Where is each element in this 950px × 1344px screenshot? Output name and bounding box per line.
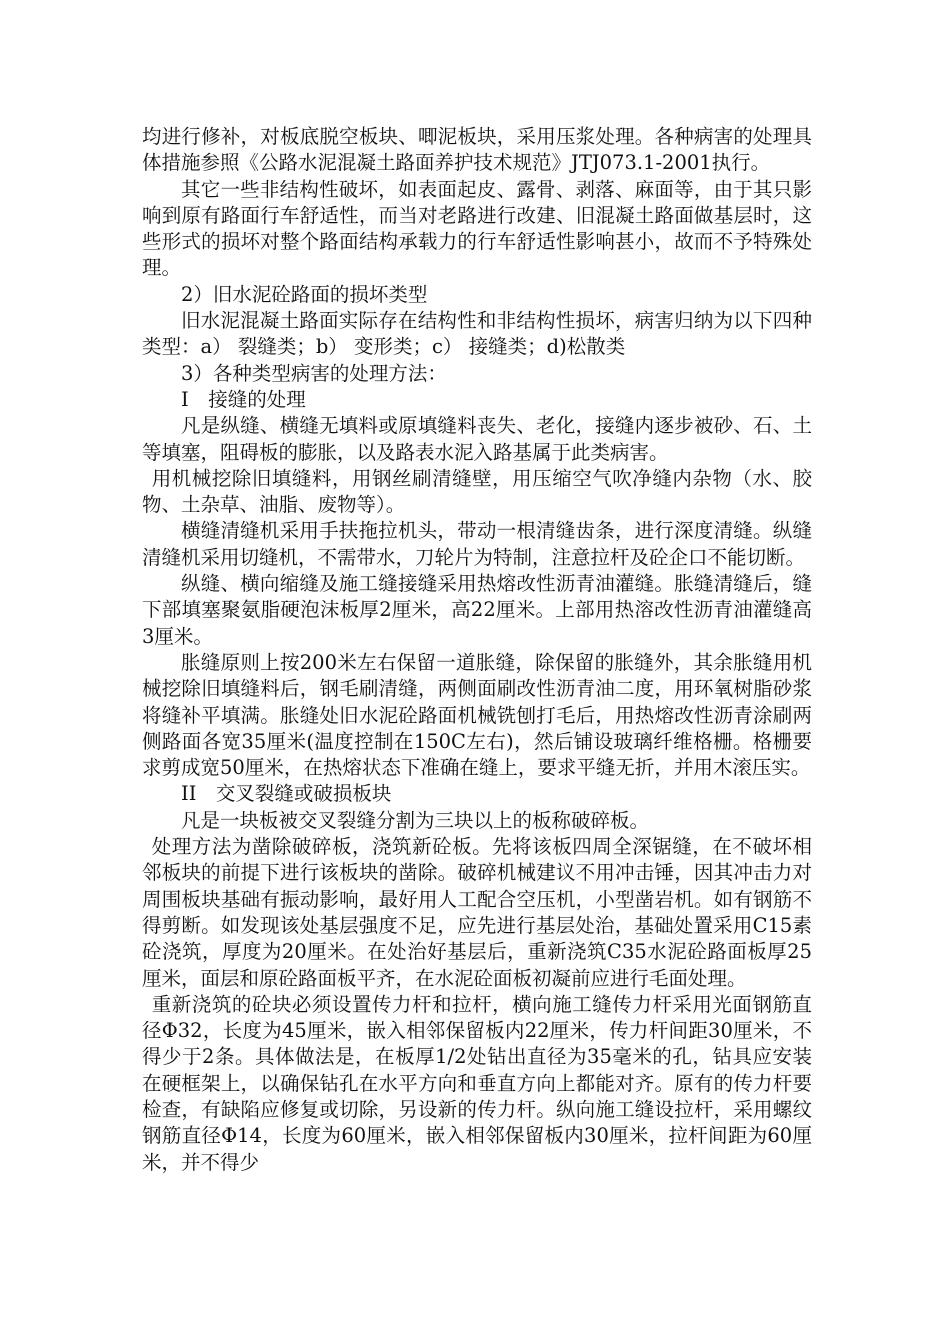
section-heading-3: 3）各种类型病害的处理方法：: [181, 361, 447, 385]
paragraph-13: 凡是一块板被交叉裂缝分割为三块以上的板称破碎板。: [181, 808, 650, 832]
paragraph-2: 其它一些非结构性破坏，如表面起皮、露骨、剥落、麻面等，由于其只影响到原有路面行车舒适性，而当对老路进行改建、旧混凝土路面做基层时，这些形式的损坏对整个路面结构承载力的行车舒适性影响甚小，故而不予特殊处理。: [142, 177, 812, 280]
section-heading-2: 2）旧水泥砼路面的损坏类型: [181, 282, 428, 306]
document-body: [142, 124, 812, 1176]
paragraph-9: 横缝清缝机采用手扶拖拉机头，带动一根清缝齿条，进行深度清缝。纵缝清缝机采用切缝机，不需带水，刀轮片为特制，注意拉杆及砼企口不能切断。: [142, 519, 812, 569]
subsection-heading-2: II 交叉裂缝或破损板块: [181, 782, 392, 806]
paragraph-1: 均进行修补，对板底脱空板块、唧泥板块，采用压浆处理。各种病害的处理具体措施参照《公路水泥混凝土路面养护技术规范》JTJ073.1-2001执行。: [142, 125, 812, 175]
paragraph-4: 旧水泥混凝土路面实际存在结构性和非结构性损坏，病害归纳为以下四种类型：a） 裂缝类；b） 变形类；c） 接缝类；d)松散类: [142, 309, 812, 359]
paragraph-10: 纵缝、横向缩缝及施工缝接缝采用热熔改性沥青油灌缝。胀缝清缝后，缝下部填塞聚氨脂硬泡沫板厚2厘米，高22厘米。上部用热溶改性沥青油灌缝高3厘米。: [142, 572, 812, 648]
paragraph-15: 重新浇筑的砼块必须设置传力杆和拉杆，横向施工缝传力杆采用光面钢筋直径Φ32，长度为45厘米，嵌入相邻保留板内22厘米，传力杆间距30厘米，不得少于2条。具体做法是，在板厚1/2处钻出直径为35毫米的孔，钻具应安装在硬框架上，以确保钻孔在水平方向和垂直方向上都能对齐。原有的传力杆要检查，有缺陷应修复或切除，另设新的传力杆。纵向施工缝设拉杆，采用螺纹钢筋直径Φ14，长度为60厘米，嵌入相邻保留板内30厘米，拉杆间距为60厘米，并不得少: [142, 992, 812, 1174]
paragraph-14: 处理方法为凿除破碎板，浇筑新砼板。先将该板四周全深锯缝，在不破坏相邻板块的前提下进行该板块的凿除。破碎机械建议不用冲击锤，因其冲击力对周围板块基础有振动影响，最好用人工配合空压机，小型凿岩机。如有钢筋不得剪断。如发现该处基层强度不足，应先进行基层处治，基础处置采用C15素砼浇筑，厚度为20厘米。在处治好基层后，重新浇筑C35水泥砼路面板厚25厘米，面层和原砼路面板平齐，在水泥砼面板初凝前应进行毛面处理。: [142, 835, 812, 990]
paragraph-7: 凡是纵缝、横缝无填料或原填缝料丧失、老化，接缝内逐步被砂、石、土等填塞，阻碍板的膨胀，以及路表水泥入路基属于此类病害。: [142, 414, 812, 464]
paragraph-8: 用机械挖除旧填缝料，用钢丝刷清缝壁，用压缩空气吹净缝内杂物（水、胶物、土杂草、油脂、废物等）。: [142, 466, 812, 517]
subsection-heading-1: I 接缝的处理: [181, 387, 306, 411]
paragraph-11: 胀缝原则上按200米左右保留一道胀缝，除保留的胀缝外，其余胀缝用机械挖除旧填缝料后，钢毛刷清缝，两侧面刷改性沥青油二度，用环氧树脂砂浆将缝补平填满。胀缝处旧水泥砼路面机械铣刨打毛后，用热熔改性沥青涂刷两侧路面各宽35厘米(温度控制在150C左右)，然后铺设玻璃纤维格栅。格栅要求剪成宽50厘米，在热熔状态下准确在缝上，要求平缝无折，并用木滚压实。: [142, 650, 812, 780]
